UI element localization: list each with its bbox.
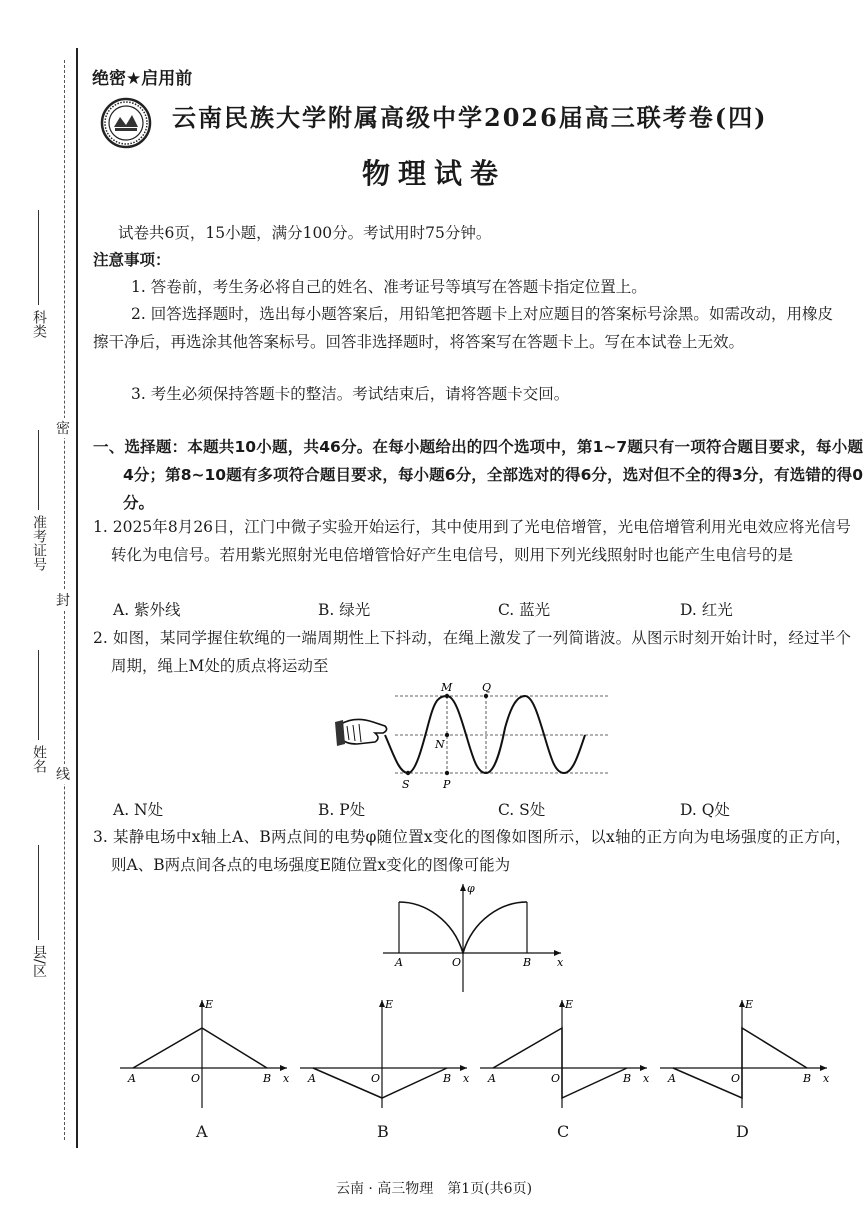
point-b-label: B <box>803 1072 812 1085</box>
e-x-option-graphs <box>115 996 835 1111</box>
binding-line <box>76 48 78 1148</box>
note-item: 2. 回答选择题时，选出每小题答案后，用铅笔把答题卡上对应题目的答案标号涂黑。如需改动，用橡皮擦干净后，再选涂其他答案标号。回答非选择题时，将答案写在答题卡上。写在本试卷上无效。 <box>93 305 833 351</box>
point-b-label: B <box>623 1072 632 1085</box>
point-b-label: B <box>523 956 532 969</box>
label-q: Q <box>482 681 492 694</box>
axis-e-label: E <box>565 998 574 1011</box>
label-class: 科类 <box>31 310 47 338</box>
graph-caption-c: C <box>557 1122 570 1141</box>
axis-e-label: E <box>205 998 214 1011</box>
graph-caption-d: D <box>736 1122 749 1141</box>
axis-e-label: E <box>745 998 754 1011</box>
axis-e-label: E <box>385 998 394 1011</box>
label-name: 姓名 <box>31 745 47 773</box>
graph-d <box>660 998 830 1108</box>
confidential-mark: 绝密★启用前 <box>92 69 193 89</box>
axis-x-label: x <box>643 1072 650 1085</box>
point-b-label: B <box>443 1072 452 1085</box>
question-1-stem: 1. 2025年8月26日，江门中微子实验开始运行，其中使用到了光电倍增管，光电倍增管利用光电效应将光信号转化为电信号。若用紫光照射光电倍增管恰好产生电信号，则用下列光线照射时也能产生电信号的是 <box>93 518 851 564</box>
q1-option-a: A. 紫外线 <box>113 601 181 619</box>
seal-char-xian: 线 <box>56 764 70 784</box>
note-item: 1. 答卷前，考生务必将自己的姓名、准考证号等填写在答题卡指定位置上。 <box>131 278 647 296</box>
axis-x-label: x <box>557 956 564 969</box>
point-a-label: A <box>668 1072 676 1085</box>
label-county: 县/区 <box>31 945 47 978</box>
graph-a <box>120 998 290 1108</box>
q2-option-c: C. S处 <box>498 801 546 819</box>
label-s: S <box>402 778 410 791</box>
wave-figure <box>335 678 620 793</box>
seal-char-mi: 密 <box>56 418 70 438</box>
q1-option-c: C. 蓝光 <box>498 601 551 619</box>
q1-option-d: D. 红光 <box>680 601 733 619</box>
q2-option-a: A. N处 <box>113 801 164 819</box>
school-logo-icon <box>100 97 152 149</box>
e-curve <box>673 1028 807 1098</box>
phi-x-graph <box>375 880 570 995</box>
label-n: N <box>435 738 445 751</box>
graph-caption-a: A <box>196 1122 208 1141</box>
point-a-label: A <box>395 956 403 969</box>
graph-c <box>480 998 650 1108</box>
graph-caption-b: B <box>377 1122 389 1141</box>
graph-b <box>300 998 470 1108</box>
subject-title: 物理试卷 <box>361 157 506 190</box>
point-a-label: A <box>488 1072 496 1085</box>
axis-phi-label: φ <box>467 882 475 895</box>
exam-intro: 试卷共6页，15小题，满分100分。考试用时75分钟。 <box>118 224 492 242</box>
hand-icon <box>335 719 387 746</box>
q2-option-d: D. Q处 <box>680 801 730 819</box>
origin-label: O <box>731 1072 741 1085</box>
point-a-label: A <box>308 1072 316 1085</box>
section-heading: 一、选择题：本题共10小题，共46分。在每小题给出的四个选项中，第1~7题只有一项符合题目要求，每小题4分；第8~10题有多项符合题目要求，每小题6分，全部选对的得6分，选对但不全的得3分，有选错的得0分。 <box>93 438 863 512</box>
q2-option-b: B. P处 <box>318 801 366 819</box>
notes-heading: 注意事项： <box>93 251 171 269</box>
label-exam-number: 准考证号 <box>31 515 47 571</box>
axis-x-label: x <box>823 1072 830 1085</box>
county-blank <box>38 845 39 940</box>
origin-label: O <box>551 1072 561 1085</box>
e-curve <box>493 1028 627 1098</box>
point-a-label: A <box>128 1072 136 1085</box>
axis-x-label: x <box>463 1072 470 1085</box>
seal-char-feng: 封 <box>56 590 70 610</box>
class-blank <box>38 210 39 305</box>
origin-label: O <box>452 956 462 969</box>
label-m: M <box>441 681 453 694</box>
question-2-stem: 2. 如图，某同学握住软绳的一端周期性上下抖动，在绳上激发了一列简谐波。从图示时刻开始计时，经过半个周期，绳上M处的质点将运动至 <box>93 629 851 675</box>
q1-option-b: B. 绿光 <box>318 601 371 619</box>
e-curve <box>133 1028 267 1068</box>
origin-label: O <box>371 1072 381 1085</box>
name-blank <box>38 650 39 740</box>
point-b-label: B <box>263 1072 272 1085</box>
note-item: 3. 考生必须保持答题卡的整洁。考试结束后，请将答题卡交回。 <box>131 385 570 403</box>
exam-number-blank <box>38 430 39 510</box>
axis-x-label: x <box>283 1072 290 1085</box>
page-footer: 云南 · 高三物理 第1页(共6页) <box>335 1181 533 1197</box>
origin-label: O <box>191 1072 201 1085</box>
exam-title: 云南民族大学附属高级中学2026届高三联考卷(四) <box>172 103 768 132</box>
label-p: P <box>443 778 451 791</box>
question-3-stem: 3. 某静电场中x轴上A、B两点间的电势φ随位置x变化的图像如图所示，以x轴的正方向为电场强度的正方向，则A、B两点间各点的电场强度E随位置x变化的图像可能为 <box>93 828 851 874</box>
